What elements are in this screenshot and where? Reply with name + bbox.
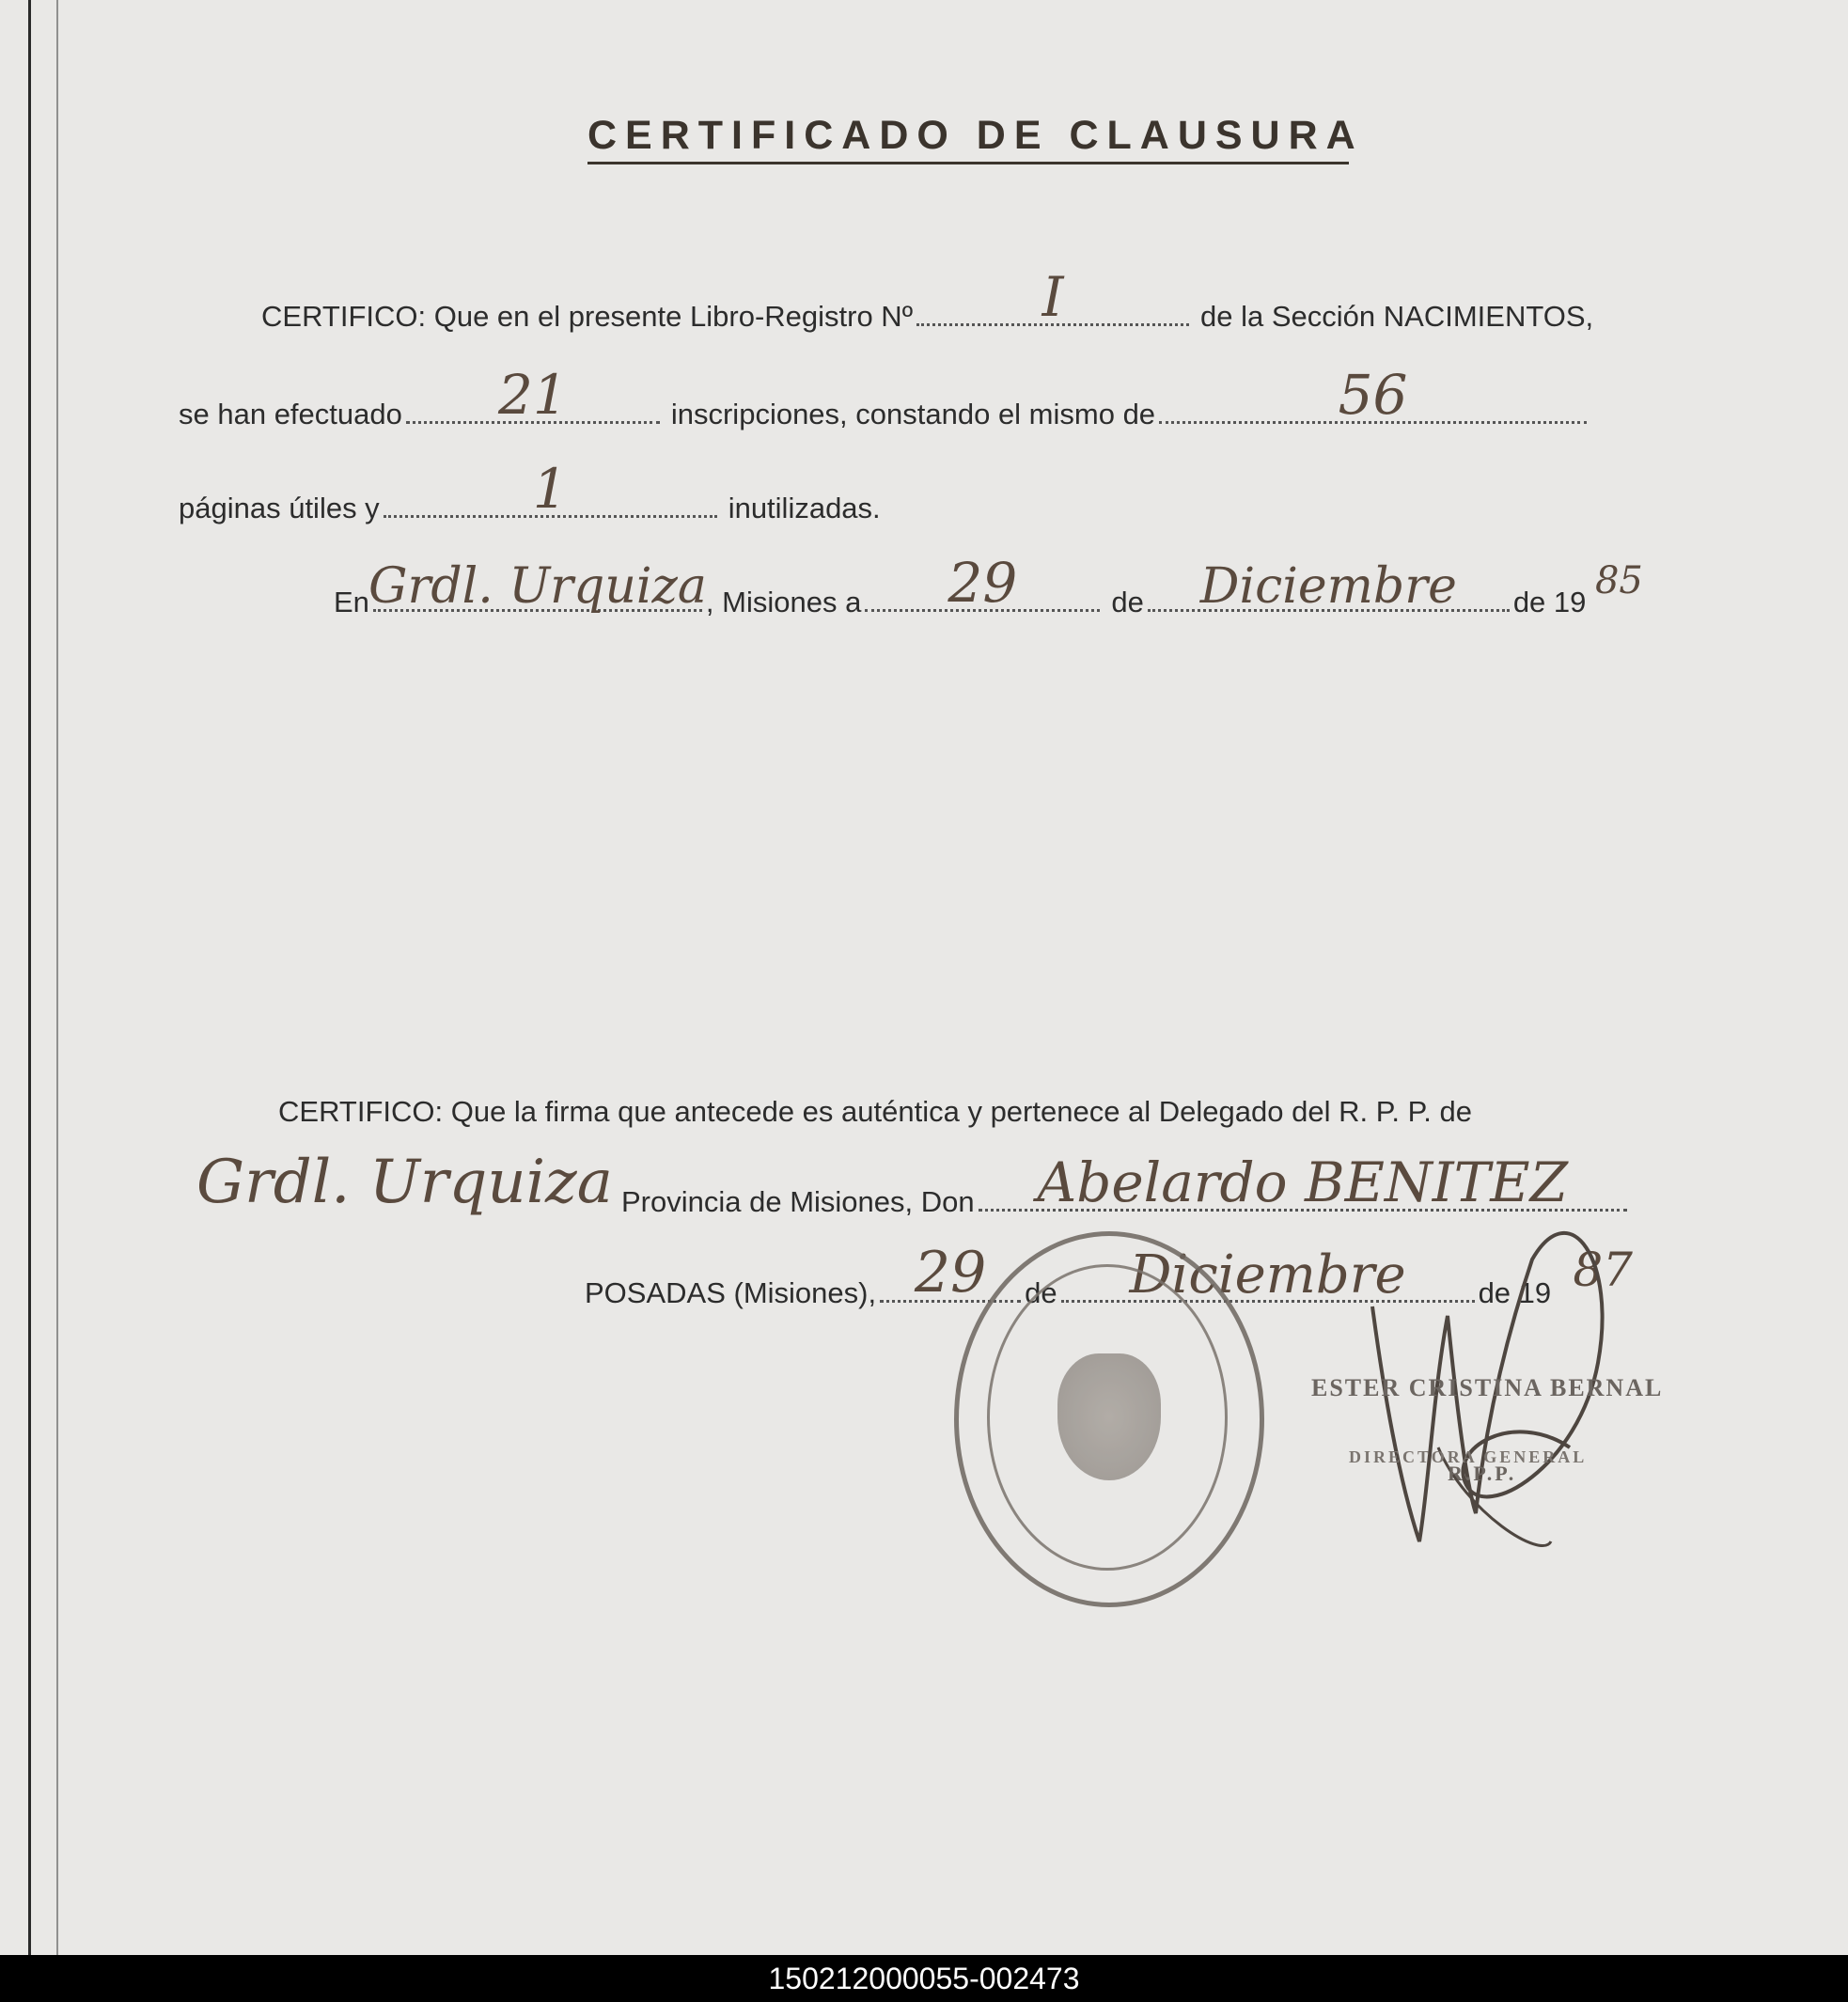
cert2-provincia: Provincia de Misiones, Don — [621, 1185, 975, 1218]
signer-name: ESTER CRISTINA BERNAL — [1311, 1374, 1664, 1401]
document-title: CERTIFICADO DE CLAUSURA — [587, 113, 1364, 158]
p3-tail: inutilizadas. — [728, 492, 881, 524]
cert2-place-field — [196, 1148, 613, 1217]
p4-misiones: , Misiones a — [705, 586, 862, 618]
cert2-month-handwritten: Diciembre — [1129, 1244, 1406, 1306]
paragraph-1 — [261, 265, 1594, 334]
paragraph-4 — [334, 551, 1652, 619]
libro-number-field — [916, 265, 1189, 329]
p4-en: En — [334, 586, 369, 618]
document-id-footer: 150212000055-002473 — [0, 1955, 1848, 2002]
paginas-handwritten: 56 — [1338, 363, 1408, 427]
margin-line — [28, 0, 31, 1955]
paragraph-2 — [179, 363, 1590, 431]
signer-office: R.P.P. — [1448, 1462, 1517, 1485]
cert2-day-handwritten: 29 — [914, 1240, 987, 1306]
place-field — [368, 558, 707, 615]
cert2-year-handwritten: 87 — [1573, 1243, 1633, 1297]
libro-number-handwritten: I — [1041, 265, 1064, 329]
p3-lead: páginas útiles y — [179, 492, 380, 524]
inutilizadas-handwritten: 1 — [532, 457, 568, 521]
signer-role: DIRECTORA GENERAL — [1349, 1447, 1588, 1466]
inscripciones-handwritten: 21 — [497, 363, 568, 427]
paragraph-3 — [179, 457, 881, 525]
inscripciones-field — [406, 363, 660, 427]
year-handwritten: 85 — [1594, 559, 1643, 602]
p1-lead: CERTIFICO: Que en el presente Libro-Registro Nº — [261, 300, 914, 333]
cert2-lead-line — [278, 1095, 1472, 1129]
cert2-de: de — [1025, 1276, 1057, 1309]
day-field — [865, 551, 1100, 615]
month-field — [1148, 558, 1510, 615]
coat-of-arms-icon — [1057, 1353, 1161, 1480]
p2-lead: se han efectuado — [179, 398, 402, 430]
cert2-name-handwritten: Abelardo BENITEZ — [1037, 1150, 1568, 1214]
p2-mid: inscripciones, constando el mismo de — [670, 398, 1156, 430]
place-handwritten: Grdl. Urquiza — [368, 558, 707, 615]
title-underline — [587, 162, 1349, 164]
inutilizadas-field — [384, 457, 717, 521]
p1-tail: de la Sección NACIMIENTOS, — [1200, 300, 1594, 333]
p4-de: de — [1111, 586, 1144, 618]
cert2-posadas: POSADAS (Misiones), — [585, 1276, 877, 1309]
cert2-place-handwritten: Grdl. Urquiza — [196, 1148, 613, 1217]
day-handwritten: 29 — [947, 551, 1018, 615]
cert2-lead: CERTIFICO: Que la firma que antecede es auténtica y pertenece al Delegado del R. P. P. de — [278, 1095, 1473, 1128]
month-handwritten: Diciembre — [1199, 558, 1457, 615]
margin-line-secondary — [56, 0, 58, 1955]
p4-de19: de 19 — [1512, 586, 1587, 618]
official-seal-stamp — [954, 1231, 1264, 1607]
cert2-de19: de 19 — [1478, 1276, 1552, 1309]
paginas-field — [1159, 363, 1587, 427]
